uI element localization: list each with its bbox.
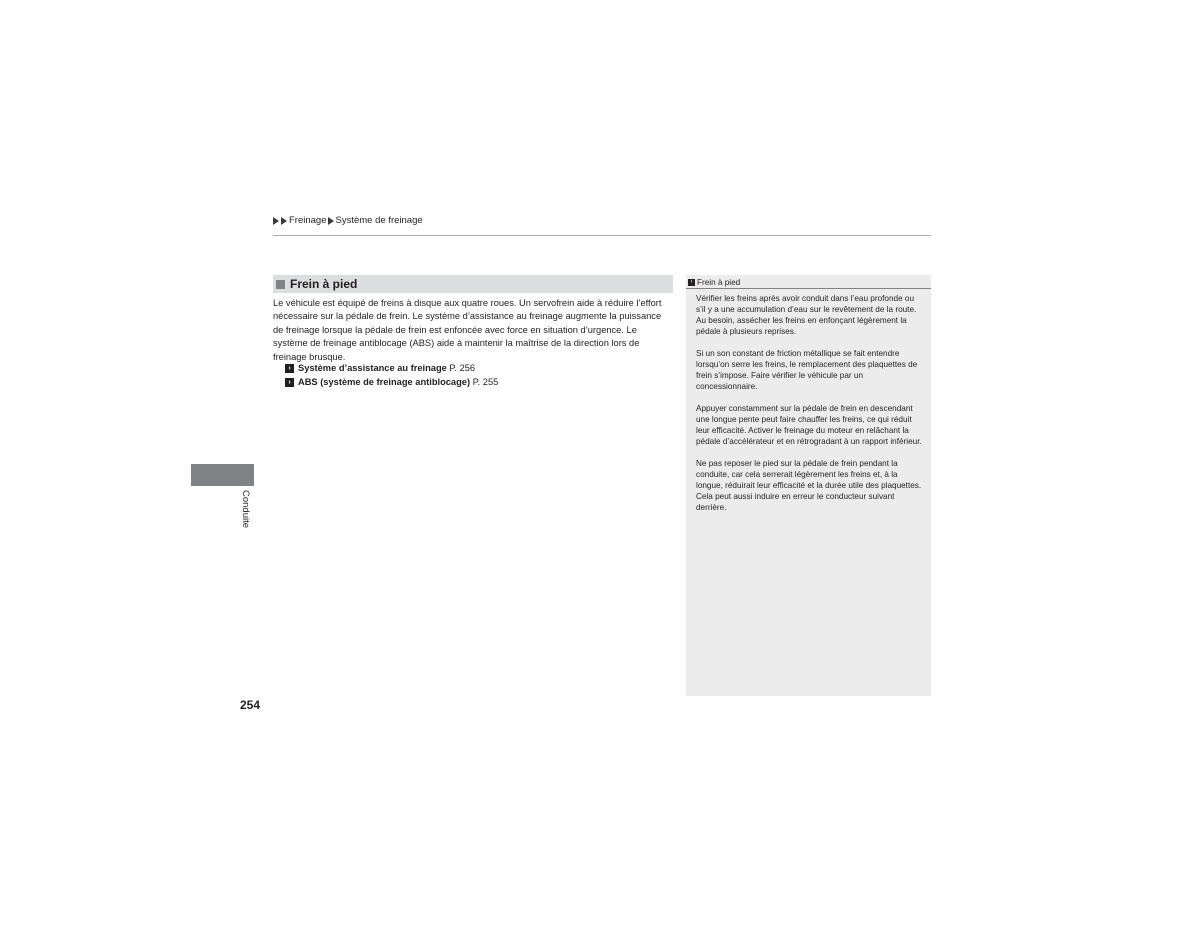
notes-sidebar — [686, 275, 931, 696]
sidebar-note: Appuyer constamment sur la pédale de frein en descendant une longue pente peut faire chauffer les freins, ce qui réduit leur efficacité. Activer le freinage du moteur en relâchant la pédale d’accélérateur et en rétrogradant à un rapport inférieur. — [696, 403, 922, 447]
square-bullet-icon — [276, 280, 285, 289]
body-paragraph: Le véhicule est équipé de freins à disque aux quatre roues. Un servofrein aide à réduire l’effort nécessaire sur la pédale de frein. Le système d’assistance au freinage augmente la puissance de freinage lorsque la pédale de frein est enfoncée avec force en situation d’urgence. Le système de freinage antiblocage (ABS) aide à maintenir la maîtrise de la direction lors de freinage brusque. — [273, 298, 662, 362]
cross-reference-link[interactable] — [285, 377, 498, 387]
chapter-tab — [191, 464, 254, 486]
triangle-right-icon — [281, 217, 287, 225]
reference-label: ABS (système de freinage antiblocage) — [298, 377, 471, 387]
breadcrumb — [273, 215, 423, 226]
section-title: Frein à pied — [290, 277, 358, 291]
reference-arrow-icon: › — [285, 378, 294, 387]
sidebar-heading-text: Frein à pied — [697, 278, 741, 287]
cross-reference-link[interactable] — [285, 363, 475, 373]
chapter-label: Conduite — [240, 490, 251, 529]
triangle-right-icon — [328, 217, 334, 225]
reference-arrow-icon: › — [688, 279, 695, 286]
reference-arrow-icon: › — [285, 364, 294, 373]
reference-label: Système d’assistance au freinage — [298, 363, 447, 373]
sidebar-heading — [686, 275, 931, 289]
triangle-right-icon — [273, 217, 279, 225]
section-heading — [273, 275, 673, 293]
sidebar-note: Ne pas reposer le pied sur la pédale de frein pendant la conduite, car cela serrerait légèrement les freins et, à la longue, réduirait leur efficacité et la durée utile des plaquettes. Cela peut aussi induire en erreur le conducteur suivant derrière. — [696, 458, 922, 512]
reference-page: P. 256 — [449, 363, 476, 373]
sidebar-note: Vérifier les freins après avoir conduit dans l’eau profonde ou s’il y a une accumulation d’eau sur le revêtement de la route. Au besoin, assécher les freins en enfonçant légèrement la pédale à plusieurs reprises. — [696, 294, 917, 337]
page-number: 254 — [240, 698, 261, 712]
breadcrumb-item-systeme[interactable]: Système de freinage — [335, 215, 423, 226]
header-divider — [273, 235, 931, 236]
sidebar-note: Si un son constant de friction métallique se fait entendre lorsqu’on serre les freins, le remplacement des plaquettes de frein s’impose. Faire vérifier le véhicule par un concessionnaire. — [696, 348, 918, 392]
reference-page: P. 255 — [472, 377, 499, 387]
breadcrumb-item-freinage[interactable]: Freinage — [289, 215, 327, 226]
